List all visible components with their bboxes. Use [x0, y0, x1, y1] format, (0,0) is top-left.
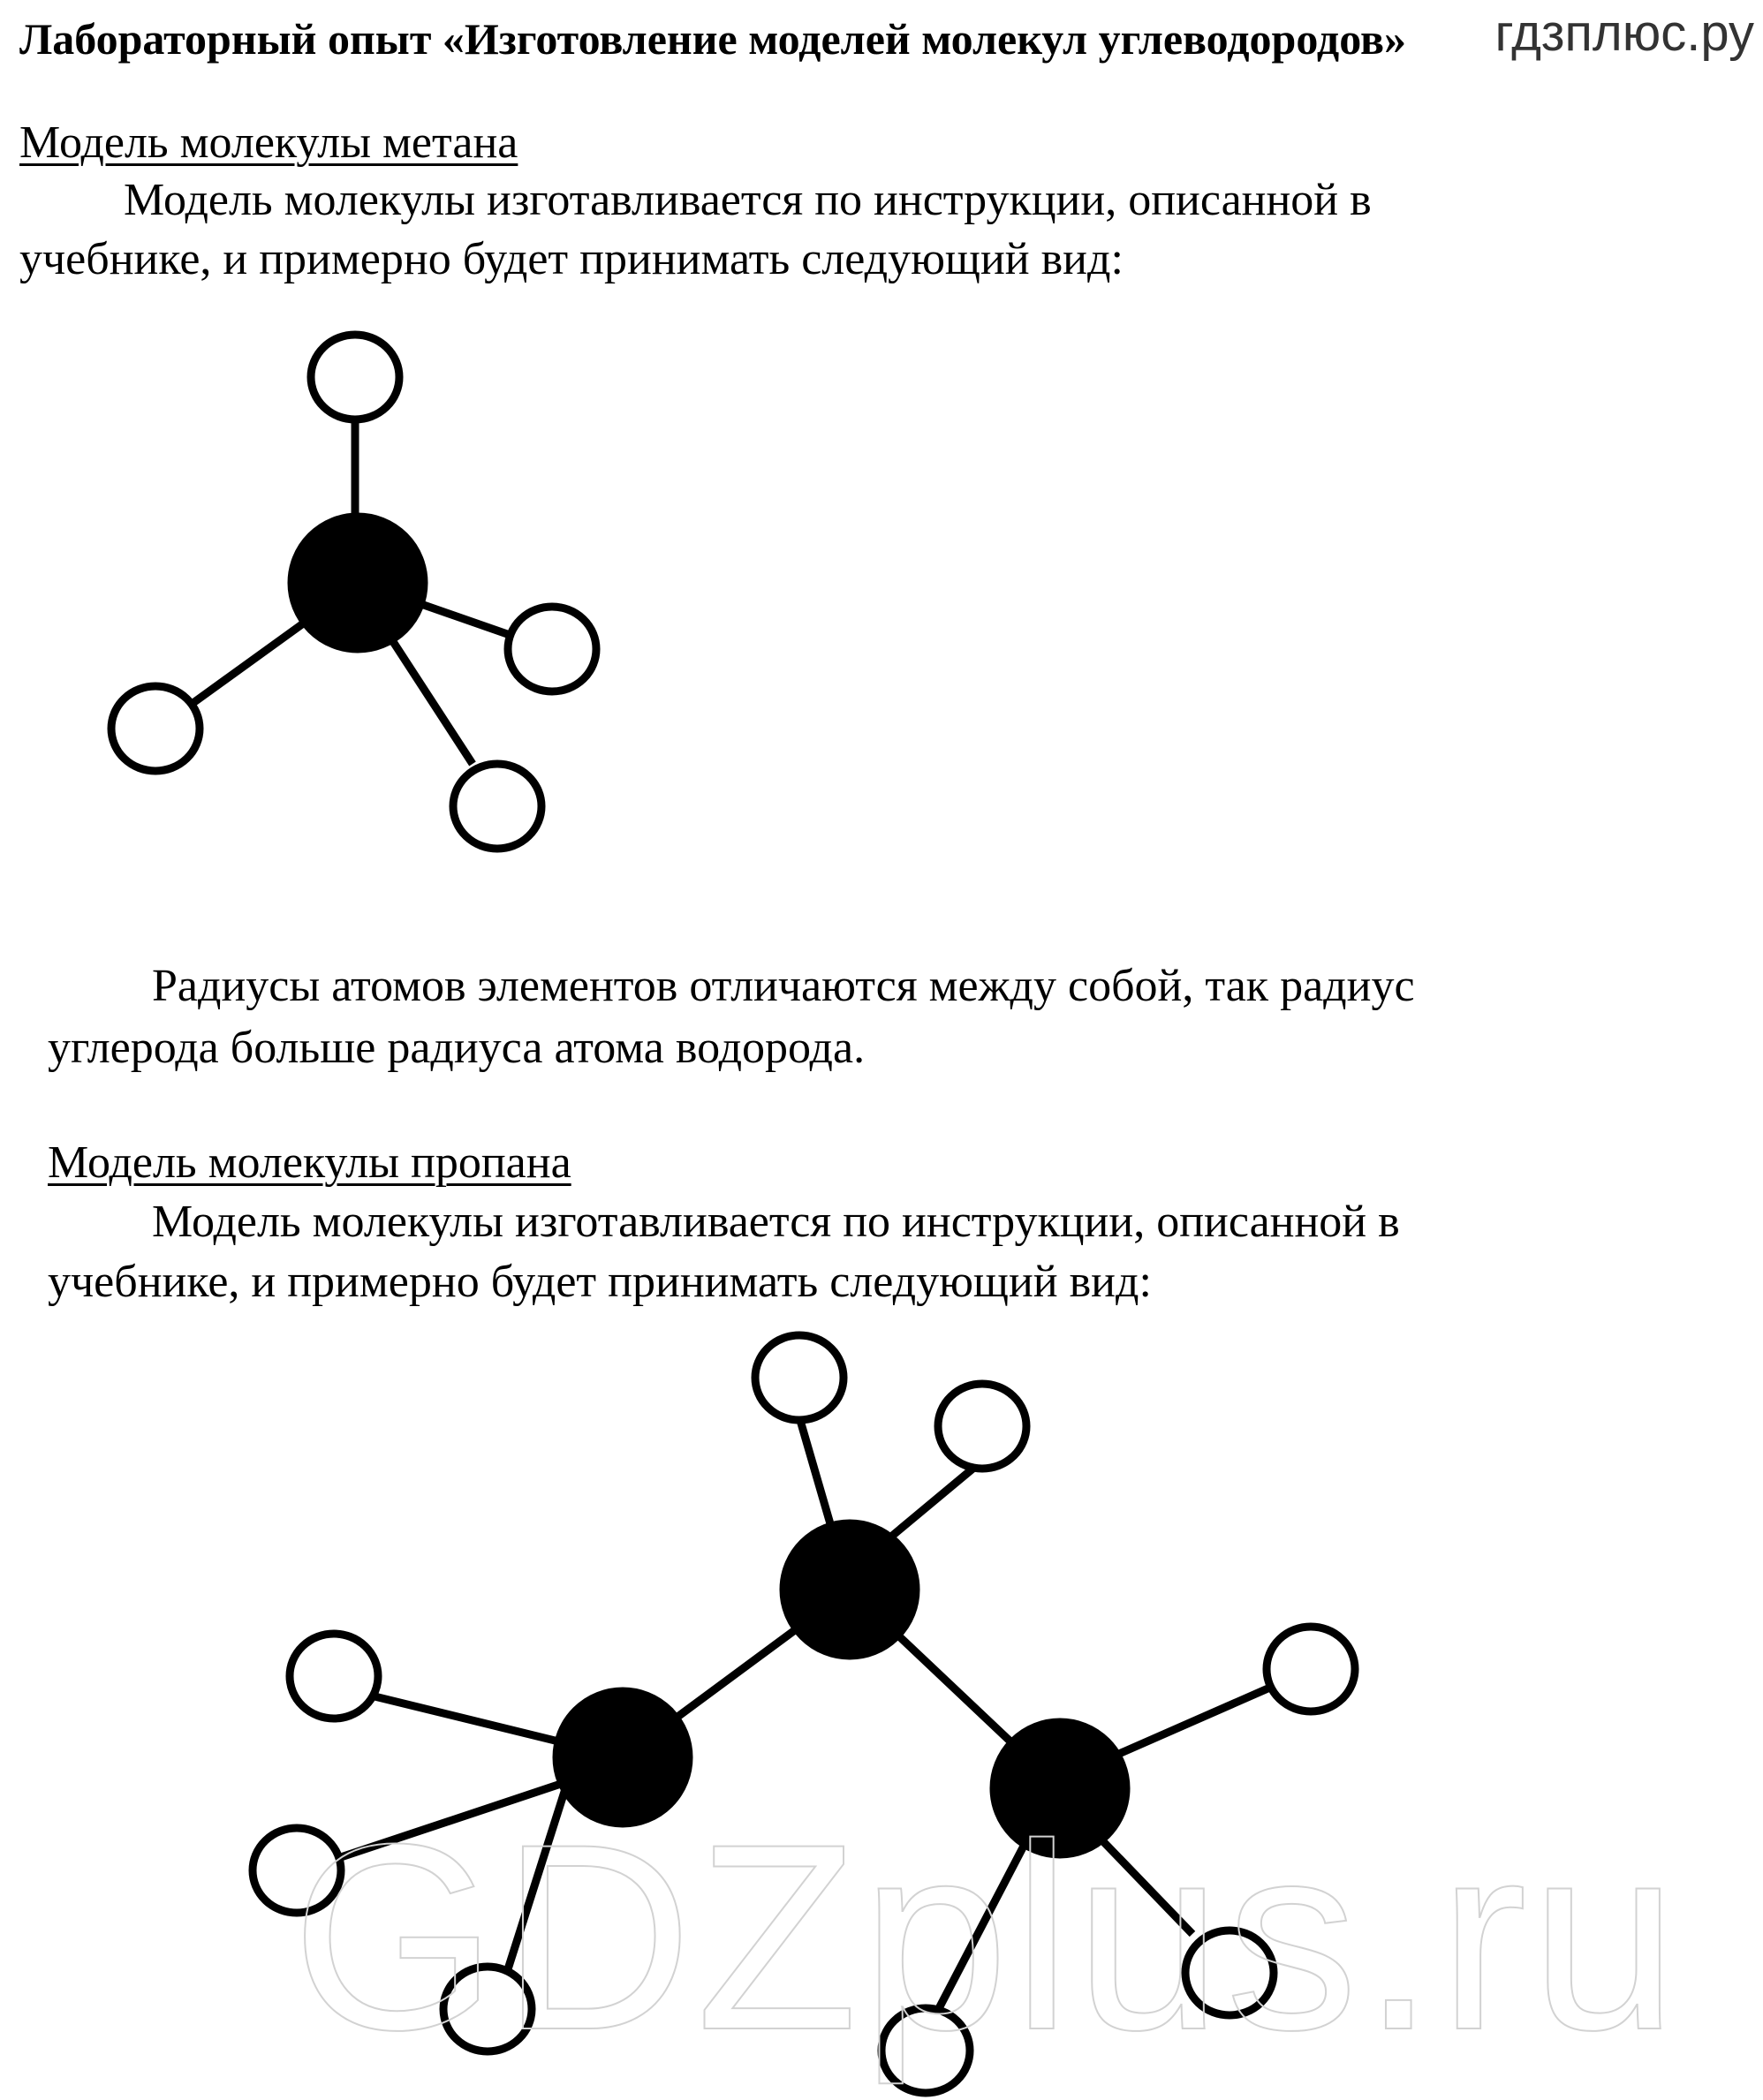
radius-note-line-2: углерода больше радиуса атома водорода. — [48, 1023, 866, 1073]
propane-heading: Модель молекулы пропана — [48, 1137, 571, 1188]
methane-carbon — [291, 517, 424, 649]
methane-model — [111, 335, 596, 849]
methane-heading: Модель молекулы метана — [19, 117, 518, 168]
propane-carbon-center — [783, 1523, 916, 1656]
methane-hydrogen-left — [111, 686, 200, 771]
propane-hydrogen-c3-right — [1267, 1627, 1355, 1711]
propane-paragraph-line-1: Модель молекулы изготавливается по инструкции, описанной в — [152, 1197, 1400, 1247]
gdzplus-watermark: GDZplus.ru — [291, 1788, 1682, 2085]
methane-paragraph-line-2: учебнике, и примерно будет принимать следующий вид: — [19, 234, 1124, 284]
page-title: Лабораторный опыт «Изготовление моделей молекул углеводородов» — [19, 14, 1406, 64]
methane-paragraph-line-1: Модель молекулы изготавливается по инструкции, описанной в — [124, 175, 1372, 225]
radius-note-line-1: Радиусы атомов элементов отличаются между собой, так радиус — [152, 961, 1415, 1011]
methane-hydrogen-right — [508, 607, 596, 691]
propane-paragraph-line-2: учебнике, и примерно будет принимать следующий вид: — [48, 1257, 1152, 1307]
methane-hydrogen-top — [311, 335, 399, 419]
propane-hydrogen-c2-top-right — [938, 1384, 1026, 1469]
propane-hydrogen-c2-top-left — [755, 1335, 844, 1420]
methane-hydrogen-bottom — [453, 764, 541, 849]
propane-hydrogen-c1-left — [290, 1634, 378, 1719]
site-watermark: гдзплюс.ру — [1494, 4, 1754, 62]
